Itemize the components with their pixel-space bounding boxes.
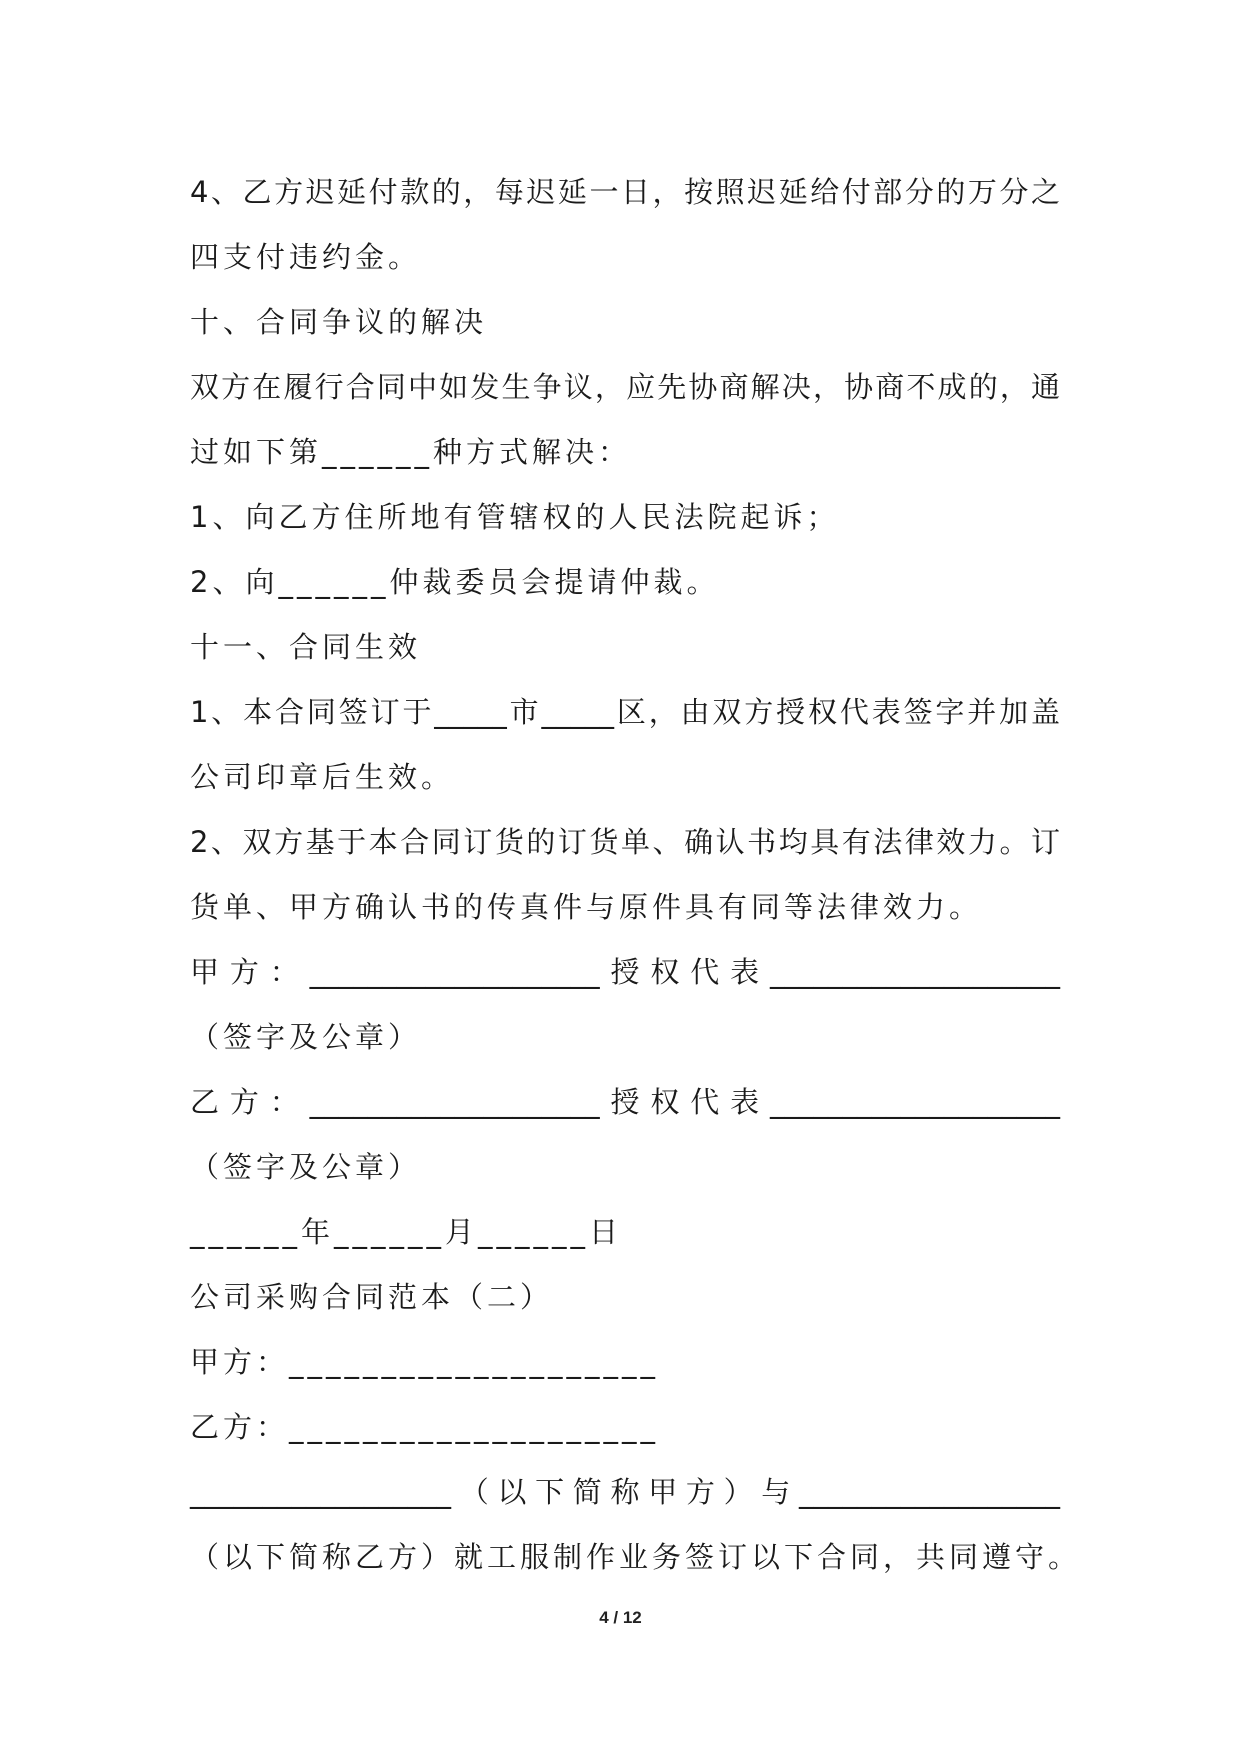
signature-note: （签字及公章）	[190, 1020, 422, 1054]
page-number: 4 / 12	[599, 1608, 642, 1627]
text-line: 1、本合同签订于_____市_____区，由双方授权代表签字并加盖	[190, 695, 1060, 729]
party-b-line: 乙方：____________________	[190, 1410, 660, 1444]
document-body	[190, 160, 1082, 1590]
party-a-line: 甲方：____________________	[190, 1345, 660, 1379]
text-line: 公司印章后生效。	[190, 760, 455, 794]
text-line: 货单、甲方确认书的传真件与原件具有同等法律效力。	[190, 890, 983, 924]
signature-line-party-a: 甲方：____________________授权代表____________________	[190, 955, 1060, 989]
section-heading: 十、合同争议的解决	[190, 305, 488, 339]
text-line: __________________（以下简称甲方）与__________________	[190, 1475, 1060, 1509]
signature-note: （签字及公章）	[190, 1150, 422, 1184]
signature-line-party-b: 乙方：____________________授权代表____________________	[190, 1085, 1060, 1119]
section-heading: 公司采购合同范本（二）	[190, 1280, 554, 1314]
text-line: 2、向______仲裁委员会提请仲裁。	[190, 565, 720, 599]
text-line: 1、向乙方住所地有管辖权的人民法院起诉；	[190, 500, 840, 534]
date-line: ______年______月______日	[190, 1215, 623, 1249]
text-line: 双方在履行合同中如发生争议，应先协商解决，协商不成的，通	[190, 370, 1060, 404]
text-line: 4、乙方迟延付款的，每迟延一日，按照迟延给付部分的万分之	[190, 175, 1060, 209]
text-line: 四支付违约金。	[190, 240, 422, 274]
text-line: 过如下第______种方式解决：	[190, 435, 632, 469]
section-heading: 十一、合同生效	[190, 630, 422, 664]
text-line: 2、双方基于本合同订货的订货单、确认书均具有法律效力。订	[190, 825, 1060, 859]
text-line: （以下简称乙方）就工服制作业务签订以下合同，共同遵守。	[190, 1540, 1082, 1574]
